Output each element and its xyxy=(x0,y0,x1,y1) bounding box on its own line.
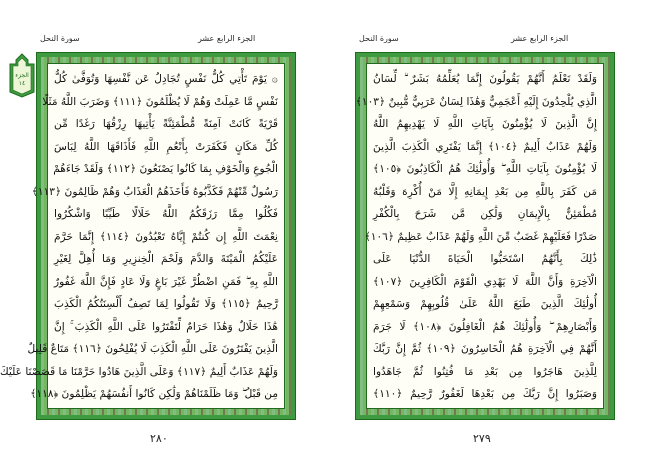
header-juz: الجزء الرابع عشر xyxy=(511,34,569,43)
text-line: نِعْمَتَ اللَّهِ إِن كُنتُمْ إِيَّاهُ تَعْبُدُونَ ﴿١١٤﴾ إِنَّمَا حَرَّمَ xyxy=(54,230,279,243)
text-line: وَلَهُمْ عَذَابٌ أَلِيمٌ ﴿١٠٤﴾ إِنَّمَا يَفْتَرِي الْكَذِبَ الَّذِينَ xyxy=(373,140,597,153)
text-line: رَسُولٌ مِّنْهُمْ فَكَذَّبُوهُ فَأَخَذَهُمُ الْعَذَابُ وَهُمْ ظَالِمُونَ ﴿١١٣﴾ xyxy=(31,185,278,198)
text-line: كُلِّ مَكَانٍ فَكَفَرَتْ بِأَنْعُمِ اللَّهِ فَأَذَاقَهَا اللَّهُ لِبَاسَ xyxy=(54,140,278,153)
juz-label: الجزء xyxy=(15,72,29,79)
page-279 xyxy=(325,0,650,464)
page-number: ٢٨٠ xyxy=(150,432,168,445)
page-border xyxy=(355,52,615,420)
header-surah: سورة النحل xyxy=(359,34,399,43)
text-line: مَن كَفَرَ بِاللَّهِ مِن بَعْدِ إِيمَانِهِ إِلَّا مَنْ أُكْرِهَ وَقَلْبُهُ xyxy=(373,185,597,198)
text-line: وَصَبَرُوا إِنَّ رَبَّكَ مِن بَعْدِهَا لَغَفُورٌ رَّحِيمٌ ﴿١١٠﴾ xyxy=(373,388,597,401)
verse-lines xyxy=(355,73,598,401)
text-line: أَنَّهُمْ فِي الْآخِرَةِ هُمُ الْخَاسِرُونَ ﴿١٠٩﴾ ثُمَّ إِنَّ رَبَّكَ xyxy=(373,343,597,356)
text-line: وَلَهُمْ عَذَابٌ أَلِيمٌ ﴿١١٧﴾ وَعَلَى الَّذِينَ هَادُوا حَرَّمْنَا مَا قَصَصْنَا عَلَيْكَ xyxy=(0,365,278,378)
text-line: الَّذِينَ يَفْتَرُونَ عَلَى اللَّهِ الْكَذِبَ لَا يُفْلِحُونَ ﴿١١٦﴾ مَتَاعٌ قَلِيلٌ xyxy=(27,343,278,356)
text-line: نَفْسٍ مَّا عَمِلَتْ وَهُمْ لَا يُظْلَمُونَ ﴿١١١﴾ وَضَرَبَ اللَّهُ مَثَلًا xyxy=(42,95,278,108)
juz-number: ١٤ xyxy=(18,80,26,87)
text-line: ذَٰلِكَ بِأَنَّهُمُ اسْتَحَبُّوا الْحَيَاةَ الدُّنْيَا عَلَى xyxy=(373,253,597,266)
text-line: لَا يُؤْمِنُونَ بِآيَاتِ اللَّهِ ۖ وَأُولَٰئِكَ هُمُ الْكَاذِبُونَ ﴿١٠٥﴾ xyxy=(373,163,597,176)
text-line: إِنَّ الَّذِينَ لَا يُؤْمِنُونَ بِآيَاتِ اللَّهِ لَا يَهْدِيهِمُ اللَّهُ xyxy=(373,118,597,131)
text-line: مِن قَبْلُ ۖ وَمَا ظَلَمْنَاهُمْ وَلَٰكِن كَانُوا أَنفُسَهُمْ يَظْلِمُونَ ﴿١١٨﴾ xyxy=(30,388,278,401)
text-line: لِلَّذِينَ هَاجَرُوا مِن بَعْدِ مَا فُتِنُوا ثُمَّ جَاهَدُوا xyxy=(373,365,597,378)
text-line: الَّذِي يُلْحِدُونَ إِلَيْهِ أَعْجَمِيٌّ وَهَٰذَا لِسَانٌ عَرَبِيٌّ مُّبِينٌ ﴿١٠٣﴾ xyxy=(355,95,597,108)
text-line: هَٰذَا حَلَالٌ وَهَٰذَا حَرَامٌ لِّتَفْتَرُوا عَلَى اللَّهِ الْكَذِبَ ۚ إِنَّ xyxy=(54,320,278,333)
header-surah: سورة النحل xyxy=(40,34,80,43)
text-line: مُطْمَئِنٌّ بِالْإِيمَانِ وَلَٰكِن مَّن شَرَحَ بِالْكُفْرِ xyxy=(373,208,597,221)
header-juz: الجزء الرابع عشر xyxy=(198,34,256,43)
page-number: ٢٧٩ xyxy=(473,432,491,445)
text-line: عَلَيْكُمُ الْمَيْتَةَ وَالدَّمَ وَلَحْمَ الْخِنزِيرِ وَمَا أُهِلَّ لِغَيْرِ xyxy=(54,253,278,266)
text-line: قَرْيَةً كَانَتْ آمِنَةً مُّطْمَئِنَّةً يَأْتِيهَا رِزْقُهَا رَغَدًا مِّن xyxy=(54,118,278,131)
text-line: صَدْرًا فَعَلَيْهِمْ غَضَبٌ مِّنَ اللَّهِ وَلَهُمْ عَذَابٌ عَظِيمٌ ﴿١٠٦﴾ xyxy=(364,230,597,243)
text-line: رَّحِيمٌ ﴿١١٥﴾ وَلَا تَقُولُوا لِمَا تَصِفُ أَلْسِنَتُكُمُ الْكَذِبَ xyxy=(54,298,278,311)
juz-marker-icon xyxy=(8,52,36,98)
text-area xyxy=(355,63,604,409)
text-line: الْجُوعِ وَالْخَوْفِ بِمَا كَانُوا يَصْنَعُونَ ﴿١١٢﴾ وَلَقَدْ جَاءَهُمْ xyxy=(53,163,278,176)
text-line: وَأَبْصَارِهِمْ ۖ وَأُولَٰئِكَ هُمُ الْغَافِلُونَ ﴿١٠٨﴾ لَا جَرَمَ xyxy=(373,320,598,333)
text-line: أُولَٰئِكَ الَّذِينَ طَبَعَ اللَّهُ عَلَىٰ قُلُوبِهِمْ وَسَمْعِهِمْ xyxy=(373,298,597,311)
text-line: ۞ يَوْمَ تَأْتِي كُلُّ نَفْسٍ تُجَادِلُ عَن نَّفْسِهَا وَتُوَفَّىٰ كُلُّ xyxy=(54,73,278,85)
text-line: الْآخِرَةِ وَأَنَّ اللَّهَ لَا يَهْدِي الْقَوْمَ الْكَافِرِينَ ﴿١٠٧﴾ xyxy=(373,275,597,288)
text-line: اللَّهِ بِهِ ۖ فَمَنِ اضْطُرَّ غَيْرَ بَاغٍ وَلَا عَادٍ فَإِنَّ اللَّهَ غَفُورٌ xyxy=(54,275,278,288)
text-line: وَلَقَدْ نَعْلَمُ أَنَّهُمْ يَقُولُونَ إِنَّمَا يُعَلِّمُهُ بَشَرٌ ۗ لِّسَانُ xyxy=(373,73,597,85)
text-line: فَكُلُوا مِمَّا رَزَقَكُمُ اللَّهُ حَلَالًا طَيِّبًا وَاشْكُرُوا xyxy=(54,208,278,221)
